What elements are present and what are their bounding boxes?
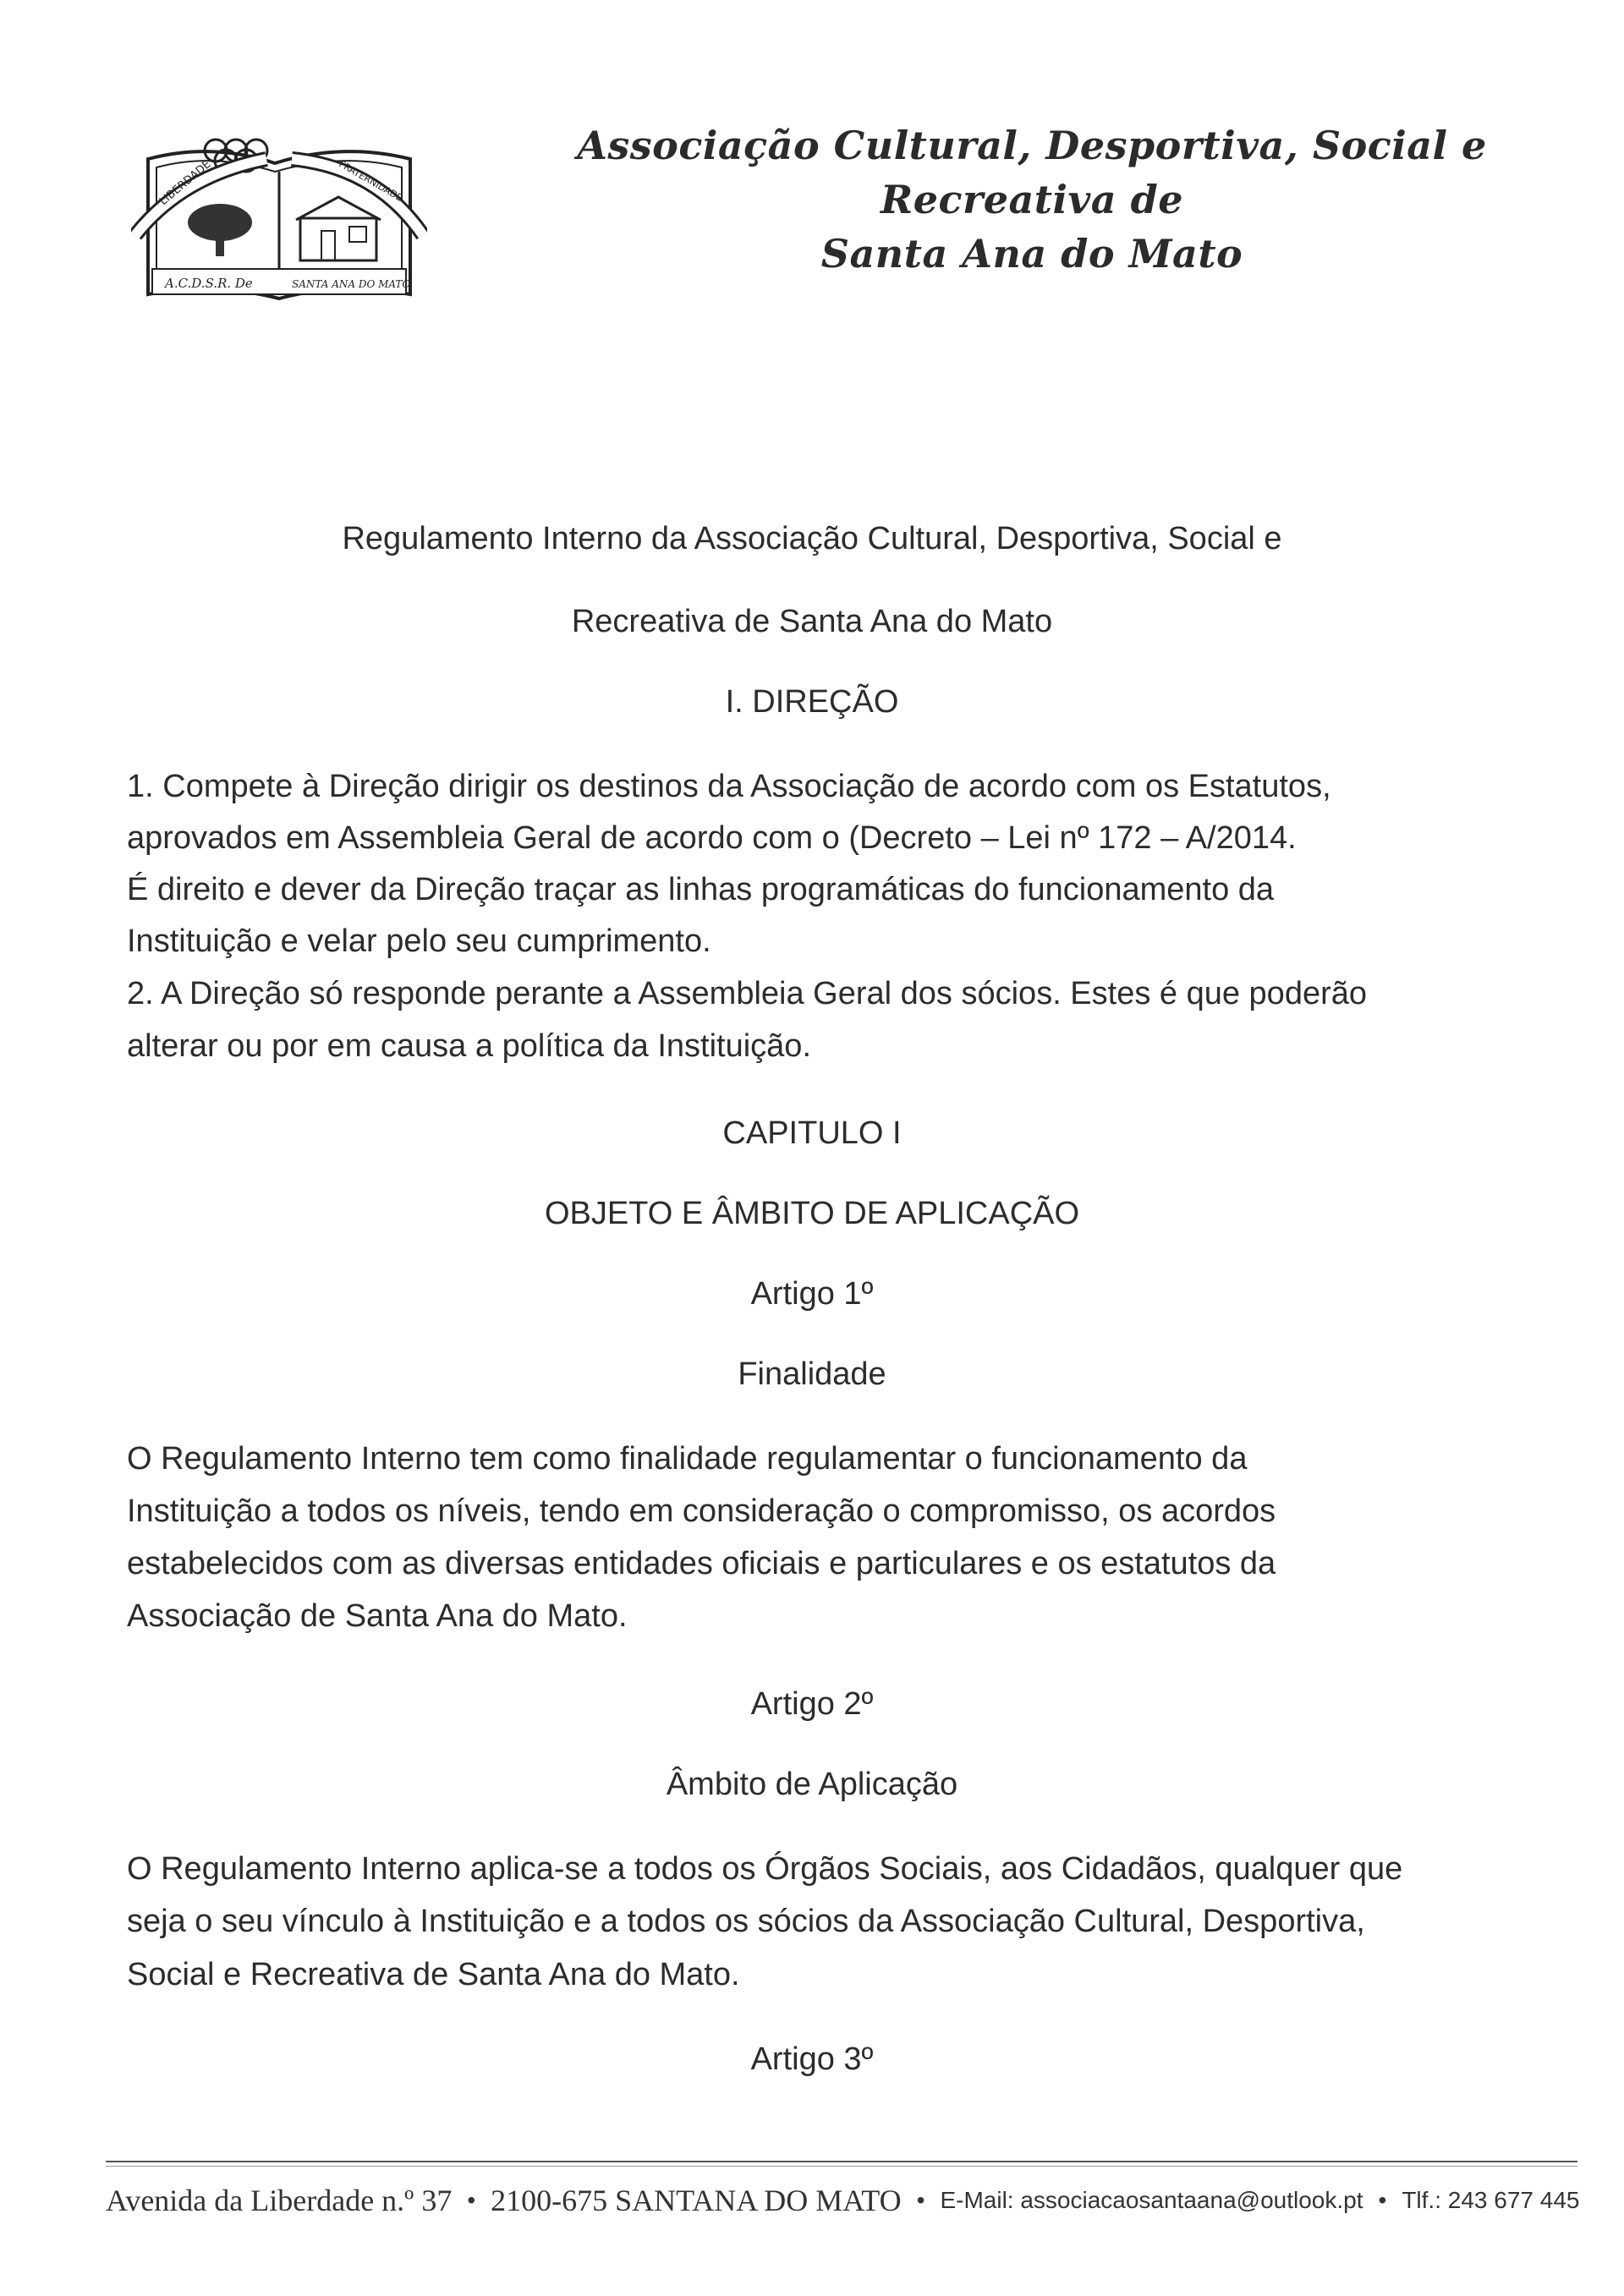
article2-line: O Regulamento Interno aplica-se a todos os Órgãos Sociais, aos Cidadãos, qualquer que	[127, 1851, 1403, 1887]
footer-email: E-Mail: associacaosantaana@outlook.pt	[940, 2187, 1363, 2213]
article1-line: Instituição a todos os níveis, tendo em consideração o compromisso, os acordos	[127, 1493, 1276, 1529]
footer-postal: 2100-675 SANTANA DO MATO	[491, 2184, 902, 2217]
document-title-line1: Regulamento Interno da Associação Cultural, Desportiva, Social e	[342, 521, 1282, 556]
article2-line: Social e Recreativa de Santa Ana do Mato.	[127, 1957, 740, 1992]
article1-line: O Regulamento Interno tem como finalidade regulamentar o funcionamento da	[127, 1441, 1248, 1477]
footer-address: Avenida da Liberdade n.º 37	[106, 2184, 453, 2217]
direcao-line: 2. A Direção só responde perante a Assembleia Geral dos sócios. Estes é que poderão	[127, 976, 1368, 1011]
chapter-heading: CAPITULO I	[722, 1115, 902, 1151]
footer-separator: •	[1378, 2187, 1387, 2213]
direcao-line: aprovados em Assembleia Geral de acordo com o (Decreto – Lei nº 172 – A/2014.	[127, 820, 1297, 856]
footer-divider	[106, 2161, 1577, 2162]
article1-title: Finalidade	[738, 1356, 886, 1392]
document-title-line2: Recreativa de Santa Ana do Mato	[571, 604, 1053, 639]
article1-line: estabelecidos com as diversas entidades oficiais e particulares e os estatutos da	[127, 1546, 1276, 1581]
logo-text-acdsr: A.C.D.S.R. De	[165, 276, 253, 291]
article2-line: seja o seu vínculo à Instituição e a todos os sócios da Associação Cultural, Desportiva,	[127, 1904, 1365, 1939]
association-logo	[131, 125, 427, 310]
chapter-title: OBJETO E ÂMBITO DE APLICAÇÃO	[544, 1196, 1080, 1231]
footer-divider-thin	[106, 2166, 1577, 2167]
article1-line: Associação de Santa Ana do Mato.	[127, 1598, 628, 1634]
article3-heading: Artigo 3º	[750, 2041, 874, 2077]
direcao-line: 1. Compete à Direção dirigir os destinos da Associação de acordo com os Estatutos,	[127, 769, 1331, 804]
association-name	[474, 118, 1590, 281]
article1-heading: Artigo 1º	[750, 1276, 874, 1312]
logo-text-santa-ana: SANTA ANA DO MATO	[292, 278, 411, 290]
footer-separator: •	[916, 2187, 925, 2213]
article2-heading: Artigo 2º	[750, 1686, 874, 1722]
footer	[106, 2175, 1586, 2226]
section-heading-direcao: I. DIREÇÃO	[725, 684, 899, 720]
association-name-line2: Santa Ana do Mato	[820, 231, 1243, 277]
footer-phone: Tlf.: 243 677 445	[1402, 2187, 1580, 2213]
footer-separator: •	[467, 2187, 476, 2213]
logo-text-fraternidade: FRATERNIDADE	[337, 158, 404, 204]
direcao-line: É direito e dever da Direção traçar as linhas programáticas do funcionamento da	[127, 872, 1275, 907]
association-name-line1: Associação Cultural, Desportiva, Social e Recreativa de	[577, 123, 1487, 222]
logo-text-liberdade: LIBERDADE	[156, 157, 214, 209]
article2-title: Âmbito de Aplicação	[666, 1767, 958, 1802]
direcao-line: Instituição e velar pelo seu cumprimento.	[127, 923, 711, 959]
direcao-line: alterar ou por em causa a política da Instituição.	[127, 1028, 812, 1064]
